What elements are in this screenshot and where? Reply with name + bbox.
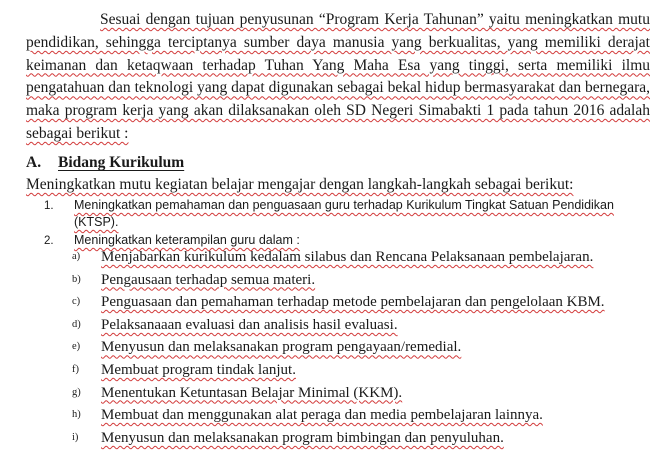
sub-list-item <box>72 427 652 450</box>
list-item-number: 2. <box>44 235 54 247</box>
list-item <box>44 197 656 229</box>
sub-list-item <box>72 246 652 269</box>
sub-list-item <box>72 404 652 427</box>
list-item-text: Meningkatkan pemahaman dan penguasaan guru terhadap Kurikulum Tingkat Satuan Pendidikan (KTSP). <box>74 198 614 229</box>
sub-item-letter: f) <box>72 363 79 375</box>
sub-item-text: Menentukan Ketuntasan Belajar Minimal (KKM). <box>101 384 403 401</box>
sub-item-text: Penguasaan dan pemahaman terhadap metode pembelajaran dan pengelolaan KBM. <box>101 294 605 311</box>
sub-list-item <box>72 359 652 382</box>
sub-list-item <box>72 314 652 337</box>
sub-item-text: Menyusun dan melaksanakan program bimbingan dan penyuluhan. <box>101 429 504 446</box>
list-item-text: Meningkatkan keterampilan guru dalam : <box>74 233 300 247</box>
list-item-number: 1. <box>44 200 54 212</box>
sub-item-letter: a) <box>72 251 81 262</box>
sub-item-text: Membuat dan menggunakan alat peraga dan media pembelajaran lainnya. <box>101 407 543 424</box>
sub-item-letter: h) <box>72 409 81 421</box>
section-heading <box>26 154 184 172</box>
sub-list <box>72 246 652 449</box>
sub-list-item <box>72 291 652 314</box>
sub-item-letter: b) <box>72 273 81 285</box>
sub-item-text: Menjabarkan kurikulum kedalam silabus dan Rencana Pelaksanaan pembelajaran. <box>101 249 594 265</box>
sub-list-item <box>72 269 652 292</box>
sub-item-text: Pelaksanaaan evaluasi dan analisis hasil evaluasi. <box>101 316 398 333</box>
sub-item-letter: g) <box>72 386 81 398</box>
section-title: Bidang Kurikulum <box>58 154 185 171</box>
sub-list-item <box>72 382 652 405</box>
sub-item-letter: e) <box>72 341 81 353</box>
sub-item-letter: c) <box>72 296 81 308</box>
section-number: A. <box>26 154 42 171</box>
sub-item-letter: i) <box>72 431 79 443</box>
sub-item-text: Pengausaan terhadap semua materi. <box>101 271 316 288</box>
sub-item-letter: d) <box>72 318 81 330</box>
intro-paragraph: Sesuai dengan tujuan penyusunan “Program Kerja Tahunan” yaitu meningkatkan mutu pendidikan, sehingga terciptanya sumber daya manusia yang berkualitas, yang memiliki derajat keimanan dan ketaqwaan terhadap Tuhan Yang Maha Esa yang tinggi, serta memiliki ilmu pengatahuan dan teknologi yang dapat digunakan sebagai bekal hidup bermasyarakat dan bernegara, maka program kerja yang akan dilaksanakan oleh SD Negeri Simabakti 1 pada tahun 2016 adalah sebagai berikut : <box>26 11 650 142</box>
section-intro: Meningkatkan mutu kegiatan belajar mengajar dengan langkah-langkah sebagai berikut: <box>26 176 574 193</box>
sub-item-text: Menyusun dan melaksanakan program pengayaan/remedial. <box>101 339 462 356</box>
sub-list-item <box>72 336 652 359</box>
sub-item-text: Membuat program tindak lanjut. <box>101 361 296 378</box>
